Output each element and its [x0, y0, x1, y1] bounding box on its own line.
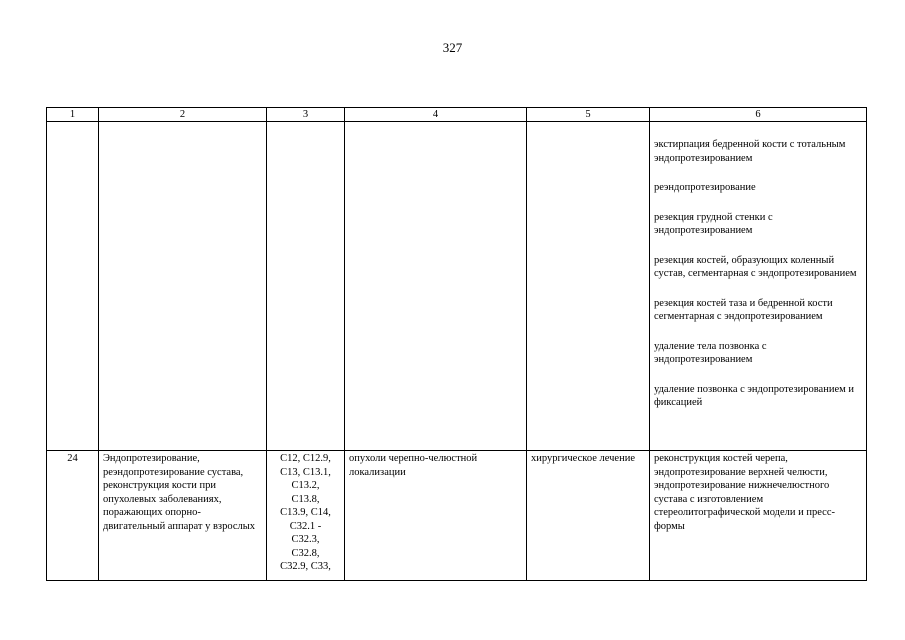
column-header-6: 6 [650, 108, 867, 122]
column-header-4: 4 [345, 108, 527, 122]
code-line: C32.8, [291, 547, 320, 559]
row-number: 24 [47, 451, 99, 581]
cell-methods [650, 122, 867, 451]
column-header-1: 1 [47, 108, 99, 122]
cell-empty [99, 122, 267, 451]
row-model-text: опухоли черепно-челюстной локализации [349, 453, 478, 478]
code-line: C12, C12.9, [280, 453, 331, 464]
page-number: 327 [442, 40, 463, 55]
table-header-row [47, 108, 867, 122]
code-line: C32.9, C33, [280, 561, 331, 572]
method-item: удаление тела позвонка с эндопротезированием [654, 340, 767, 365]
code-line: C13.2, [291, 480, 320, 491]
method-item: резекция костей, образующих коленный сустав, сегментарная с эндопротезированием [654, 254, 857, 279]
cell-empty [267, 122, 345, 451]
row-model [345, 451, 527, 581]
code-line: C13.9, C14, [280, 507, 331, 518]
method-item: резекция грудной стенки с эндопротезированием [654, 211, 773, 236]
cell-empty [345, 122, 527, 451]
column-header-2: 2 [99, 108, 267, 122]
row-codes [267, 451, 345, 581]
method-item: резекция костей таза и бедренной кости сегментарная с эндопротезированием [654, 297, 833, 322]
column-header-3: 3 [267, 108, 345, 122]
row-name-text: Эндопротезирование, реэндопротезирование сустава, реконструкция кости при опухолевых заболеваниях, поражающих опорно-двигательный аппарат у взрослых [103, 453, 256, 532]
row-method-text: реконструкция костей черепа, эндопротезирование верхней челюсти, эндопротезирование нижнечелюстного сустава с изготовлением стереолитографической модели и пресс-формы [654, 453, 835, 532]
codes-list [271, 452, 340, 574]
table-row-24 [47, 451, 867, 581]
code-line: C32.1 - [289, 520, 322, 532]
code-line: C13, C13.1, [280, 466, 331, 478]
row-treatment-text: хирургическое лечение [531, 453, 635, 464]
cell-empty [47, 122, 99, 451]
row-name [99, 451, 267, 581]
table-row-continued [47, 122, 867, 451]
method-item: экстирпация бедренной кости с тотальным эндопротезированием [654, 139, 846, 164]
method-item: реэндопротезирование [654, 182, 756, 193]
method-item: удаление позвонка с эндопротезированием и фиксацией [654, 383, 855, 408]
column-header-5: 5 [527, 108, 650, 122]
cell-empty [527, 122, 650, 451]
procedures-table [46, 107, 867, 581]
code-line: C32.3, [291, 534, 320, 545]
row-method [650, 451, 867, 581]
code-line: C13.8, [291, 493, 320, 505]
row-treatment [527, 451, 650, 581]
